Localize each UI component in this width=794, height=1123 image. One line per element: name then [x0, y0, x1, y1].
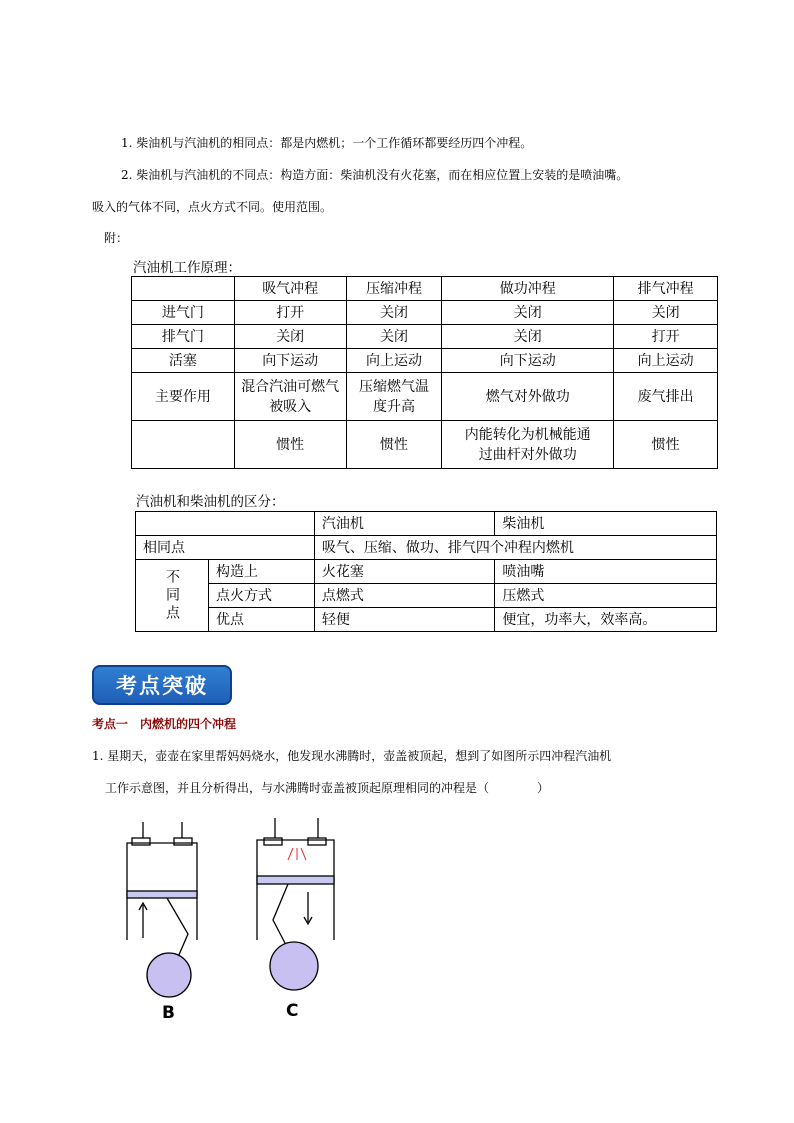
table-cell: 便宜，功率大，效率高。	[495, 608, 717, 632]
label-c: C	[286, 1001, 299, 1021]
table-row	[136, 536, 717, 560]
table-row	[132, 421, 718, 469]
table-cell: 压缩冲程	[346, 277, 442, 301]
table-cell: 打开	[614, 325, 718, 349]
piston-c	[257, 876, 334, 884]
table1-caption: 汽油机工作原理：	[133, 260, 241, 276]
table-cell: 轻便	[314, 608, 495, 632]
engine-comparison-table	[135, 511, 717, 632]
table-row	[132, 373, 718, 421]
table-row	[132, 325, 718, 349]
cylinder-c	[257, 840, 334, 940]
table-cell: 关闭	[614, 301, 718, 325]
table-cell: 向下运动	[234, 349, 346, 373]
exhaust-valve-b	[174, 838, 192, 845]
intro-line-1: 1. 柴油机与汽油机的相同点：都是内燃机；一个工作循环都要经历四个冲程。	[121, 136, 533, 150]
table-cell: 活塞	[132, 349, 235, 373]
diff-label-cell: 不同点	[136, 560, 209, 632]
table-cell: 排气冲程	[614, 277, 718, 301]
table-cell: 喷油嘴	[495, 560, 717, 584]
table-cell: 相同点	[136, 536, 315, 560]
table-header-row	[136, 512, 717, 536]
table-cell: 惯性	[234, 421, 346, 469]
table-cell: 混合汽油可燃气被吸入	[234, 373, 346, 421]
table-cell: 内能转化为机械能通过曲杆对外做功	[442, 421, 614, 469]
table-cell: 燃气对外做功	[442, 373, 614, 421]
table-cell: 火花塞	[314, 560, 495, 584]
gasoline-engine-table	[131, 276, 718, 469]
table-cell: 构造上	[209, 560, 315, 584]
section-banner: 考点突破	[92, 665, 232, 705]
table-row	[136, 608, 717, 632]
table-cell: 关闭	[234, 325, 346, 349]
table-cell	[132, 421, 235, 469]
question-1-line-2: 工作示意图，并且分析得出，与水沸腾时壶盖被顶起原理相同的冲程是（ ）	[105, 781, 550, 795]
table-cell: 优点	[209, 608, 315, 632]
table-cell: 做功冲程	[442, 277, 614, 301]
table-cell: 废气排出	[614, 373, 718, 421]
table-cell	[136, 512, 315, 536]
piston-b	[127, 891, 197, 898]
intro-line-2: 2. 柴油机与汽油机的不同点：构造方面：柴油机没有火花塞，而在相应位置上安装的是喷油嘴。	[121, 168, 629, 182]
table-row	[132, 349, 718, 373]
connecting-rod-c	[273, 884, 288, 945]
table-cell: 柴油机	[495, 512, 717, 536]
intake-valve-c	[264, 838, 282, 845]
table-cell: 点火方式	[209, 584, 315, 608]
table-cell: 关闭	[346, 325, 442, 349]
question-1-line-1: 1. 星期天，壶壶在家里帮妈妈烧水，他发现水沸腾时，壶盖被顶起，想到了如图所示四冲程汽油机	[92, 749, 612, 763]
engine-stroke-diagram	[100, 810, 340, 1030]
table-cell: 吸气冲程	[234, 277, 346, 301]
engine-c-diagram	[257, 818, 334, 990]
table2-caption: 汽油机和柴油机的区分：	[136, 494, 285, 510]
table-row	[132, 301, 718, 325]
appendix-note: 附：	[104, 231, 129, 245]
table-cell: 主要作用	[132, 373, 235, 421]
table-cell: 向上运动	[346, 349, 442, 373]
intake-valve-b	[132, 838, 150, 845]
table-cell: 吸气、压缩、做功、排气四个冲程内燃机	[314, 536, 716, 560]
table-cell: 打开	[234, 301, 346, 325]
table-cell: 向下运动	[442, 349, 614, 373]
table-cell: 进气门	[132, 301, 235, 325]
table-cell: 关闭	[442, 301, 614, 325]
crank-wheel-b	[147, 953, 191, 997]
table-cell: 惯性	[614, 421, 718, 469]
table-row	[136, 584, 717, 608]
connecting-rod-b	[167, 898, 188, 957]
section-subtitle: 考点一 内燃机的四个冲程	[92, 717, 237, 731]
table-cell: 向上运动	[614, 349, 718, 373]
spark-icon	[288, 848, 306, 860]
table-cell: 排气门	[132, 325, 235, 349]
table-cell: 汽油机	[314, 512, 495, 536]
intro-line-3: 吸入的气体不同，点火方式不同。使用范围。	[92, 200, 333, 214]
table-header-row	[132, 277, 718, 301]
table-cell: 关闭	[442, 325, 614, 349]
table-row	[136, 560, 717, 584]
table-cell: 关闭	[346, 301, 442, 325]
engine-b-diagram	[127, 822, 197, 997]
table-cell: 压燃式	[495, 584, 717, 608]
table-cell: 点燃式	[314, 584, 495, 608]
label-b: B	[162, 1003, 175, 1023]
exhaust-valve-c	[308, 838, 326, 845]
table-cell: 惯性	[346, 421, 442, 469]
crank-wheel-c	[270, 942, 318, 990]
table-cell: 压缩燃气温度升高	[346, 373, 442, 421]
table-cell	[132, 277, 235, 301]
